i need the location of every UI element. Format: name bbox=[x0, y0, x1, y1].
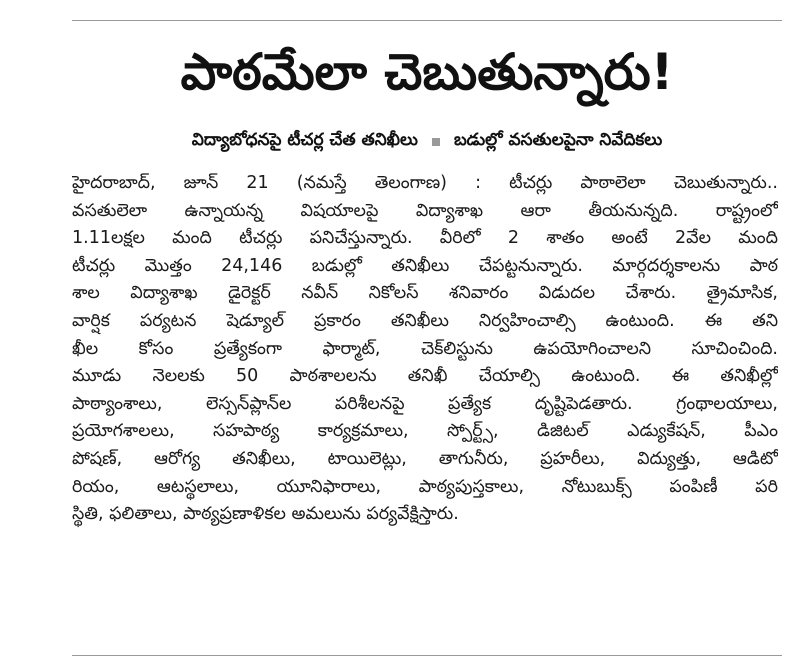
headline: పాఠమేలా చెబుతున్నారు! bbox=[180, 43, 674, 101]
body-line: పోషణ్, ఆరోగ్య తనిఖీలు, టాయిలెట్లు, తాగునీరు, ప్రహరీలు, విద్యుత్తు, ఆడిటో bbox=[72, 448, 778, 469]
bottom-rule bbox=[72, 655, 782, 656]
body-line: ఖీల కోసం ప్రత్యేకంగా ఫార్మాట్, చెక్‌లిస్టును ఉపయోగించాలని సూచించింది. bbox=[72, 338, 778, 359]
body-line: శాల విద్యాశాఖ డైరెక్టర్ నవీన్ నికోలస్ శనివారం విడుదల చేశారు. త్రైమాసిక, bbox=[72, 283, 778, 304]
news-article bbox=[72, 0, 782, 666]
body-line: హైదరాబాద్, జూన్ 21 (నమస్తే తెలంగాణ) : టీచర్లు పాఠాలెలా చెబుతున్నారు.. bbox=[72, 173, 778, 193]
body-line: ప్రయోగశాలలు, సహపాఠ్య కార్యక్రమాలు, స్పోర్ట్స్, డిజిటల్ ఎడ్యుకేషన్, పీఎం bbox=[72, 421, 778, 442]
body-line: మూడు నెలలకు 50 పాఠశాలలను తనిఖీ చేయాల్సి ఉంటుంది. ఈ తనిఖీల్లో bbox=[72, 366, 778, 387]
body-line: స్థితి, ఫలితాలు, పాఠ్యప్రణాళికల అమలును పర్యవేక్షిస్తారు. bbox=[72, 504, 459, 525]
subheadline bbox=[72, 124, 782, 160]
body-line: 1.11లక్షల మంది టీచర్లు పనిచేస్తున్నారు. వీరిలో 2 శాతం అంటే 2వేల మంది bbox=[72, 228, 778, 249]
body-line: పాఠ్యాంశాలు, లెస్సన్‌ప్లాన్‌ల పరిశీలనపై ప్రత్యేక దృష్టిపెడతారు. గ్రంథాలయాలు, bbox=[72, 393, 778, 414]
article-body bbox=[72, 170, 778, 529]
body-line: టీచర్లు మొత్తం 24,146 బడుల్లో తనిఖీలు చేపట్టనున్నారు. మార్గదర్శకాలను పాఠ bbox=[72, 255, 778, 276]
body-line: రియం, ఆటస్థలాలు, యూనిఫారాలు, పాఠ్యపుస్తకాలు, నోటుబుక్స్ పంపిణీ పరి bbox=[72, 476, 778, 497]
top-rule bbox=[72, 20, 782, 21]
subhead-left: విద్యాబోధనపై టీచర్ల చేత తనిఖీలు bbox=[191, 130, 418, 150]
body-line: వసతులెలా ఉన్నాయన్న విషయాలపై విద్యాశాఖ ఆరా తీయనున్నది. రాష్ట్రంలో bbox=[72, 200, 778, 221]
subhead-right: బడుల్లో వసతులపైనా నివేదికలు bbox=[453, 130, 663, 150]
body-line: వార్షిక పర్యటన షెడ్యూల్ ప్రకారం తనిఖీలు నిర్వహించాల్సి ఉంటుంది. ఈ తని bbox=[72, 310, 778, 331]
square-bullet-icon bbox=[432, 138, 440, 146]
